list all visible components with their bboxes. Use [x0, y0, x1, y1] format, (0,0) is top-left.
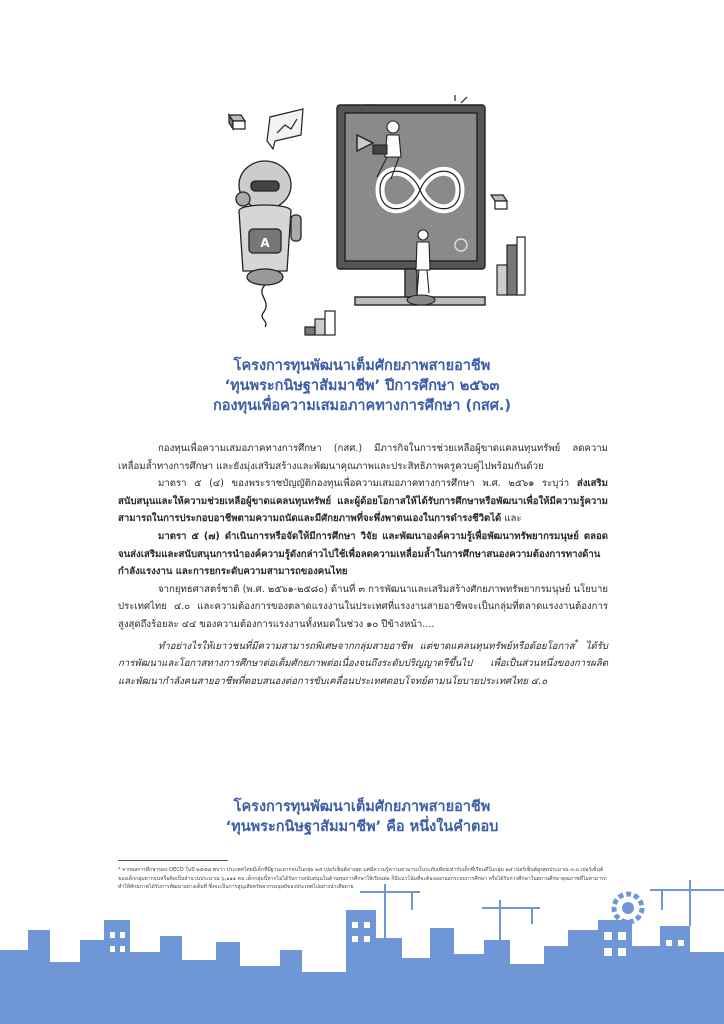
skyline-buildings	[0, 910, 724, 1024]
robot-illustration	[236, 161, 301, 327]
paragraph-1: กองทุนเพื่อความเสมอภาคทางการศึกษา (กสศ.) มีภารกิจในการช่วยเหลือผู้ขาดแคลนทุนทรัพย์ ลดความเหลื่อมล้ำทางการศึกษา และยังมุ่งเสริมสร้างและพัฒนาคุณภาพและประสิทธิภาพครูควบคู่ไปพร้อมกันด้วย	[118, 443, 608, 472]
page-title-line-2: ‘ทุนพระกนิษฐาสัมมาชีพ’ ปีการศึกษา ๒๕๖๓	[224, 378, 500, 394]
paragraph-2-end: และ	[501, 513, 522, 525]
paragraph-2-text: มาตรา ๕ (๔) ของพระราชบัญญัติกองทุนเพื่อความเสมอภาคทางการศึกษา พ.ศ. ๒๕๖๑ ระบุว่า	[158, 478, 577, 490]
paragraph-4: จากยุทธศาสตร์ชาติ (พ.ศ. ๒๕๖๑-๒๕๘๐) ด้านที่ ๓ การพัฒนาและเสริมสร้างศักยภาพทรัพยากรมนุษย์ นโยบายประเทศไทย ๔.๐ และความต้องการของตลาดแรงงานในประเทศที่แรงงานสายอาชีพจะเป็นกลุ่มที่ตลาดแรงงานต้องการสูงสุดถึงร้อยละ ๔๔ ของความต้องการแรงงานทั้งหมดในช่วง ๑๐ ปีข้างหน้า....	[118, 583, 608, 630]
monitor-illustration	[337, 105, 485, 305]
paragraph-5	[118, 634, 608, 691]
svg-text:A: A	[260, 236, 270, 250]
hero-illustration	[215, 95, 535, 345]
paragraph-5-text: ทำอย่างไรให้เยาวชนที่มีความสามารถพิเศษจากกลุ่มสายอาชีพ แต่ขาดแคลนทุนทรัพย์หรือด้อยโอกาส	[158, 640, 575, 652]
paragraph-5-text-end: ได้รับการพัฒนาและโอกาสทางการศึกษาต่อเต็มศักยภาพต่อเนื่องจนถึงระดับปริญญาตรีขึ้นไป เพื่อเป็นส่วนหนึ่งของการผลิตและพัฒนากำลังคนสายอาชีพที่ตอบสนองต่อการขับเคลื่อนประเทศตอบโจทย์ตามนโยบายประเทศไทย ๔.๐	[118, 640, 608, 687]
cube-icon	[229, 115, 245, 129]
footnote-marker: *	[574, 637, 579, 647]
subtitle-line-1: โครงการทุนพัฒนาเต็มศักยภาพสายอาชีพ	[233, 799, 491, 815]
city-skyline	[0, 880, 724, 1024]
page-title-line-1: โครงการทุนพัฒนาเต็มศักยภาพสายอาชีพ	[233, 358, 491, 374]
cube-icon	[491, 195, 507, 209]
paragraph-3: มาตรา ๕ (๗) ดำเนินการหรือจัดให้มีการศึกษา วิจัย และพัฒนาองค์ความรู้เพื่อพัฒนาทรัพยากรมนุษย์ ตลอดจนส่งเสริมและสนับสนุนการนำองค์ความรู้ดังกล่าวไปใช้เพื่อลดความเหลื่อมล้ำในการศึกษาสนองความต้องการทางด้านกำลังแรงงาน และการยกระดับความสามารถของคนไทย	[118, 530, 608, 578]
footnote: * จากผลการศึกษาของ OECD ในปี ๒๕๕๗ พบว่า ประเทศไทยมีเด็กที่มีฐานะยากจนในกลุ่ม ๒๕ เปอร์เซ็นต์ล่างสุด แต่มีความรู้ความสามารถในระดับเทียบเท่ากับเด็กที่เรียนดีในกลุ่ม ๒๕ เปอร์เซ็นต์สูงสุดประมาณ ๓.๓ เปอร์เซ็นต์ ของเด็กกลุ่มยากจนหรือคิดเป็นจำนวนประมาณ ๖,๑๑๑ คน เด็กกลุ่มนี้หากไม่ได้รับการสนับสนุนในด้านทุนการศึกษาให้เรียนต่อ ก็มีแนวโน้มที่จะต้องออกนอกระบบการศึกษา หรือได้รับการศึกษาในสถานศึกษาคุณภาพที่ไม่สามารถทำให้ศักยภาพได้รับการพัฒนาอย่างเต็มที่ ซึ่งจะเป็นการสูญเสียทรัพยากรมนุษย์ของประเทศไปอย่างน่าเสียดาย	[118, 867, 607, 891]
body-text	[118, 440, 608, 691]
gear-icon	[614, 894, 642, 922]
page-title-line-3: กองทุนเพื่อความเสมอภาคทางการศึกษา (กสศ.)	[212, 398, 512, 414]
footnote-divider	[118, 860, 228, 861]
chat-bubble-icon	[267, 109, 303, 149]
paragraph-2	[118, 475, 608, 528]
subtitle-line-2: ‘ทุนพระกนิษฐาสัมมาชีพ’ คือ หนึ่งในคำตอบ	[225, 819, 499, 835]
paragraph-2-bold: ส่งเสริม สนับสนุนและให้ความช่วยเหลือผู้ขาดแคลนทุนทรัพย์ และผู้ด้อยโอกาสให้ได้รับการศึกษาหรือพัฒนาเพื่อให้มีความรู้ความสามารถในการประกอบอาชีพตามความถนัดและมีศักยภาพที่จะพึ่งพาตนเองในการดำรงชีวิตได้	[118, 478, 608, 525]
